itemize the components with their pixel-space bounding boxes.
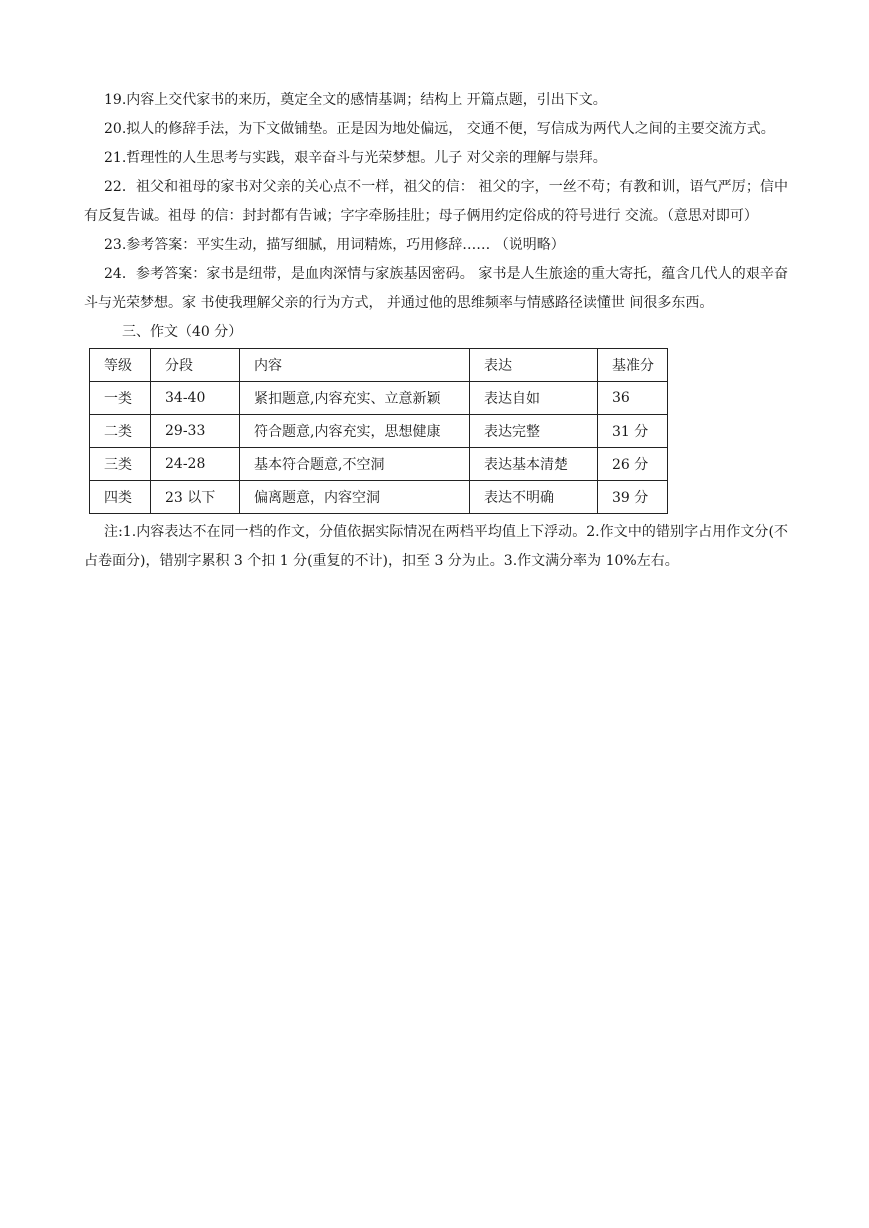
header-content: 内容 (240, 349, 470, 382)
table-cell: 表达完整 (470, 415, 598, 448)
answer-20: 20.拟人的修辞手法，为下文做铺垫。正是因为地处偏远， 交通不便，写信成为两代人之间的主要交流方式。 (104, 121, 775, 137)
table-cell: 偏离题意，内容空洞 (240, 481, 470, 514)
table-cell: 34-40 (151, 382, 240, 415)
table-header-row (90, 349, 668, 382)
table-row (90, 448, 668, 481)
header-base-score: 基准分 (598, 349, 668, 382)
table-cell: 二类 (90, 415, 151, 448)
table-row (90, 382, 668, 415)
table-cell: 表达自如 (470, 382, 598, 415)
table-cell: 符合题意,内容充实，思想健康 (240, 415, 470, 448)
table-cell: 29-33 (151, 415, 240, 448)
answer-key-page (84, 86, 788, 576)
table-cell: 一类 (90, 382, 151, 415)
answer-21: 21.哲理性的人生思考与实践，艰辛奋斗与光荣梦想。儿子 对父亲的理解与崇拜。 (104, 150, 607, 166)
table-cell: 26 分 (598, 448, 668, 481)
header-score-range: 分段 (151, 349, 240, 382)
essay-grading-table (89, 348, 668, 514)
table-cell: 表达基本清楚 (470, 448, 598, 481)
table-cell: 31 分 (598, 415, 668, 448)
table-cell: 23 以下 (151, 481, 240, 514)
header-grade: 等级 (90, 349, 151, 382)
table-cell: 四类 (90, 481, 151, 514)
answer-24: 24．参考答案：家书是纽带，是血肉深情与家族基因密码。 家书是人生旅途的重大寄托，蕴含几代人的艰辛奋斗与光荣梦想。家 书使我理解父亲的行为方式， 并通过他的思维频率与情感路径读懂世 间很多东西。 (84, 266, 788, 311)
header-expression: 表达 (470, 349, 598, 382)
table-cell: 紧扣题意,内容充实、立意新颖 (240, 382, 470, 415)
answer-19: 19.内容上交代家书的来历，奠定全文的感情基调；结构上 开篇点题，引出下文。 (104, 92, 607, 108)
answer-22: 22．祖父和祖母的家书对父亲的关心点不一样，祖父的信： 祖父的字，一丝不苟；有教和训，语气严厉；信中有反复告诚。祖母 的信：封封都有告诫；字字牵肠挂肚；母子俩用约定俗成的符号进行 交流。（意思对即可） (84, 179, 788, 224)
essay-grading-note: 注:1.内容表达不在同一档的作文，分值依据实际情况在两档平均值上下浮动。2.作文中的错别字占用作文分(不占卷面分)，错别字累积 3 个扣 1 分(重复的不计)，扣至 3 分为止。3.作文满分率为 10%左右。 (84, 524, 788, 569)
table-cell: 基本符合题意,不空洞 (240, 448, 470, 481)
table-cell: 36 (598, 382, 668, 415)
answer-23: 23.参考答案：平实生动，描写细腻，用词精炼，巧用修辞…… （说明略） (104, 237, 565, 253)
table-row (90, 481, 668, 514)
table-cell: 24-28 (151, 448, 240, 481)
table-cell: 表达不明确 (470, 481, 598, 514)
table-cell: 三类 (90, 448, 151, 481)
table-row (90, 415, 668, 448)
table-cell: 39 分 (598, 481, 668, 514)
essay-section-title: 三、作文（40 分） (122, 324, 243, 340)
